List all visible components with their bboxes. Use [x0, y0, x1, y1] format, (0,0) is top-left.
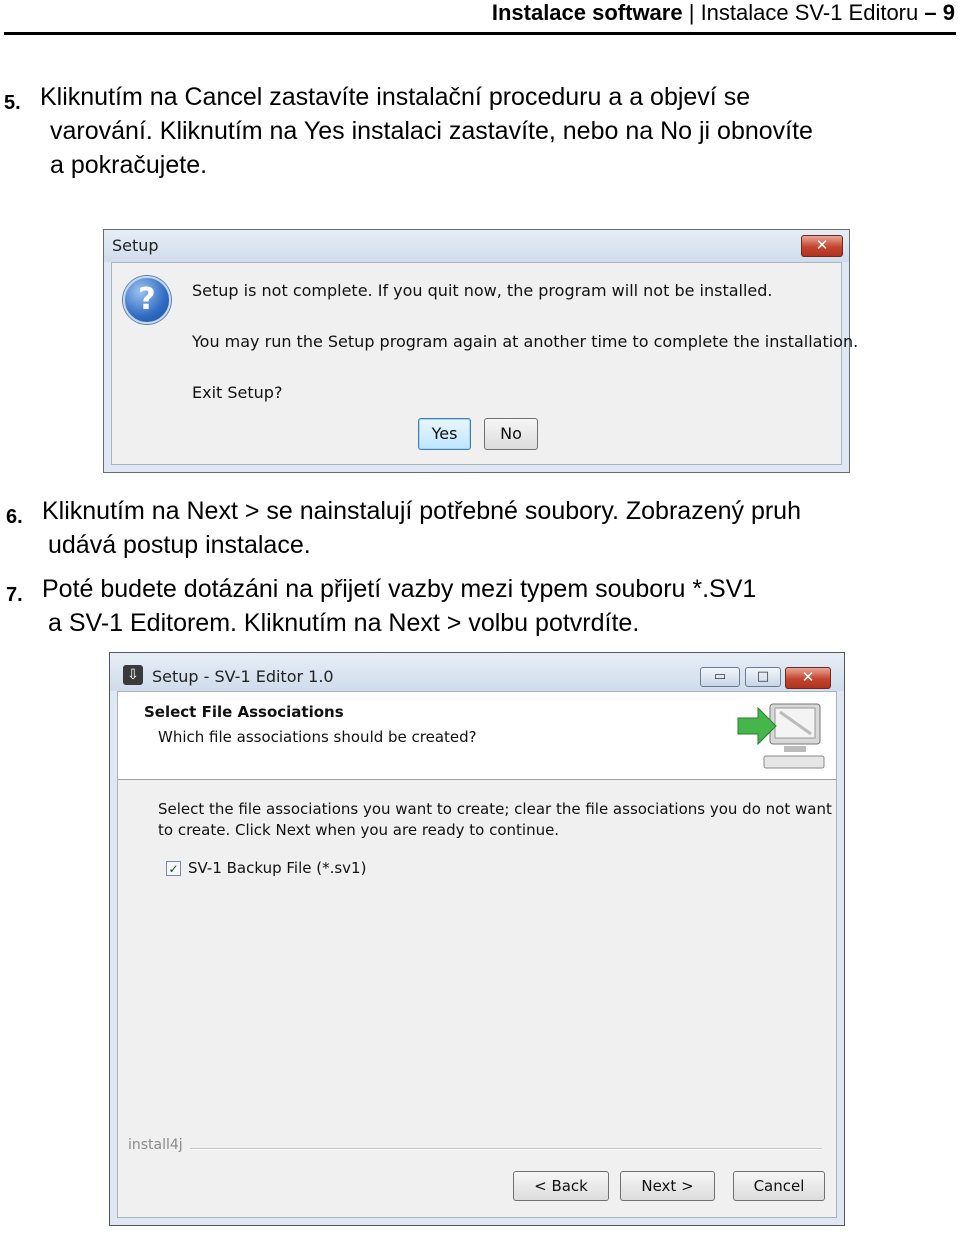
window-titlebar [110, 653, 844, 691]
step-number: 5. [4, 92, 21, 114]
header-rule [4, 32, 956, 35]
checkbox-label[interactable]: SV-1 Backup File (*.sv1) [188, 859, 367, 877]
instruction-line: to create. Click Next when you are ready to continue. [158, 821, 560, 839]
dialog-title: Setup [112, 236, 159, 255]
step-line: a pokračujete. [50, 151, 208, 179]
page-subheading: Which file associations should be created? [158, 728, 477, 746]
next-button[interactable]: Next > [620, 1171, 715, 1201]
step-line: varování. Kliknutím na Yes instalaci zastavíte, nebo na No ji obnovíte [50, 117, 813, 145]
no-button[interactable]: No [484, 418, 538, 450]
page-heading: Select File Associations [144, 703, 344, 721]
header-text [492, 0, 955, 26]
install4j-brand: install4j [128, 1137, 183, 1153]
question-icon: ? [123, 276, 171, 324]
header-separator: | [688, 0, 695, 25]
setup-app-icon: ⇩ [123, 665, 143, 685]
setup-exit-dialog [103, 229, 859, 473]
dialog-titlebar [104, 230, 849, 262]
header-section: Instalace SV-1 Editoru [700, 0, 919, 25]
back-button[interactable]: < Back [513, 1171, 609, 1201]
page-header [0, 0, 960, 36]
sv1-association-checkbox[interactable]: ✓ [166, 861, 181, 876]
close-button[interactable]: ✕ [801, 235, 843, 257]
step-line: a SV-1 Editorem. Kliknutím na Next > volbu potvrdíte. [48, 609, 640, 637]
step-number: 7. [6, 584, 23, 606]
page-number: 9 [942, 0, 955, 25]
message-line: You may run the Setup program again at another time to complete the installation. [192, 332, 859, 351]
close-button[interactable]: ✕ [785, 667, 831, 689]
header-dash: – [924, 0, 937, 25]
step-line: udává postup instalace. [48, 531, 311, 559]
step-line: Poté budete dotázáni na přijetí vazby mezi typem souboru *.SV1 [42, 575, 757, 603]
step-number: 6. [6, 506, 23, 528]
maximize-button[interactable]: □ [745, 667, 781, 687]
window-title: Setup - SV-1 Editor 1.0 [152, 667, 334, 686]
wizard-body [117, 691, 837, 1218]
minimize-button[interactable]: ▭ [700, 667, 740, 687]
setup-wizard-window [109, 652, 845, 1226]
footer-separator [190, 1148, 822, 1150]
yes-button[interactable]: Yes [418, 418, 471, 450]
computer-install-icon [736, 696, 830, 776]
instruction-line: Select the file associations you want to create; clear the file associations you do not want [158, 800, 832, 818]
header-chapter: Instalace software [491, 0, 683, 25]
dialog-body [111, 262, 859, 465]
wizard-banner [118, 692, 836, 780]
step-line: Kliknutím na Next > se nainstalují potřebné soubory. Zobrazený pruh [42, 497, 801, 525]
cancel-button[interactable]: Cancel [733, 1171, 825, 1201]
message-line: Exit Setup? [192, 383, 283, 402]
step-line: Kliknutím na Cancel zastavíte instalační proceduru a a objeví se [40, 83, 751, 111]
message-line: Setup is not complete. If you quit now, the program will not be installed. [192, 281, 773, 300]
